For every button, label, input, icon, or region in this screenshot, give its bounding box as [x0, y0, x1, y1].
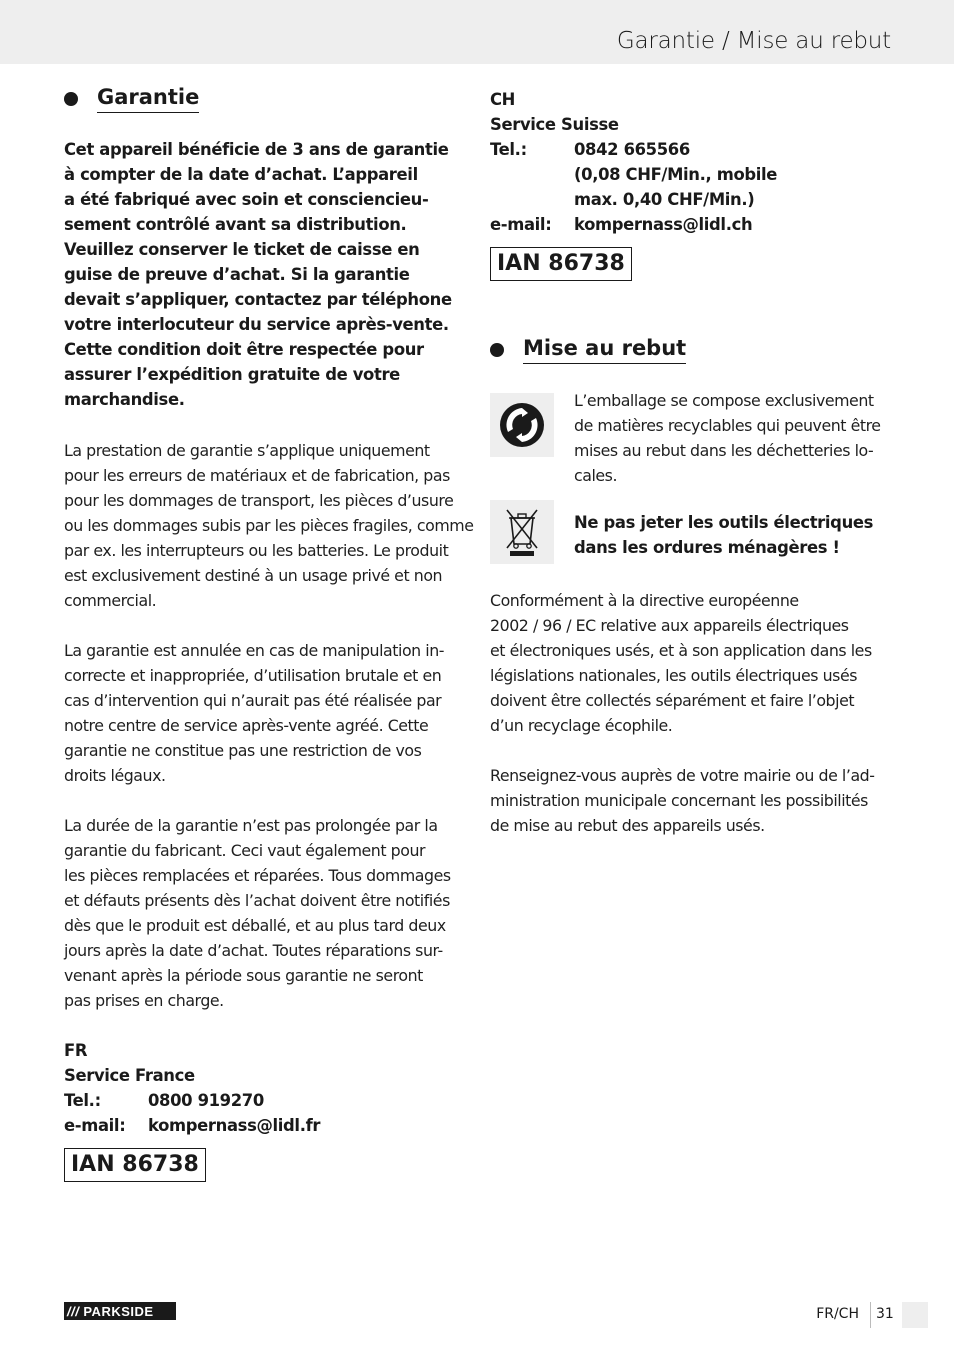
- service-name: Service Suisse: [490, 115, 619, 134]
- garantie-paragraph-1: [64, 438, 473, 613]
- page-number: 31: [876, 1306, 894, 1322]
- text-line: sement contrôlé avant sa distribution.: [64, 215, 407, 234]
- contact-block-fr: [64, 1038, 320, 1138]
- text-line: et défauts présents dès l’achat doivent être notifiés: [64, 891, 450, 910]
- text-line: venant après la période sous garantie ne seront: [64, 966, 423, 985]
- email-label: e-mail:: [490, 215, 552, 234]
- text-line: de matières recyclables qui peuvent être: [574, 416, 881, 435]
- email-row: [490, 212, 777, 237]
- text-line: droits légaux.: [64, 766, 166, 785]
- text-line: commercial.: [64, 591, 157, 610]
- footer-tab-marker: [902, 1302, 928, 1328]
- text-line: La durée de la garantie n’est pas prolongée par la: [64, 816, 438, 835]
- phone-row: [64, 1088, 320, 1113]
- text-line: Veuillez conserver le ticket de caisse en: [64, 240, 420, 259]
- text-line: cas d’intervention qui n’aurait pas été réalisée par: [64, 691, 442, 710]
- text-line: est exclusivement destiné à un usage privé et non: [64, 566, 443, 585]
- spacer: [490, 162, 574, 187]
- text-line: les pièces remplacées et réparées. Tous dommages: [64, 866, 451, 885]
- text-line: doivent être collectés séparément et faire l’objet: [490, 691, 855, 710]
- directive-paragraph: [490, 588, 872, 738]
- footer-region: FR/CH: [816, 1306, 859, 1322]
- logo-wordmark: PARKSIDE: [83, 1304, 157, 1319]
- country-code: FR: [64, 1041, 88, 1060]
- weee-bin-icon: [502, 506, 542, 558]
- text-line: dès que le produit est déballé, et au plus tard deux: [64, 916, 446, 935]
- page-title: Garantie / Mise au rebut: [616, 28, 891, 54]
- footer-divider: [870, 1302, 871, 1328]
- text-line: législations nationales, les outils électriques usés: [490, 666, 857, 685]
- heading-text: Mise au rebut: [523, 335, 686, 364]
- text-line: devait s’appliquer, contactez par téléphone: [64, 290, 452, 309]
- country-code: CH: [490, 90, 516, 109]
- text-line: mises au rebut dans les déchetteries lo-: [574, 441, 874, 460]
- text-line: ministration municipale concernant les possibilités: [490, 791, 868, 810]
- text-line: dans les ordures ménagères !: [574, 538, 840, 557]
- text-line: 2002 / 96 / EC relative aux appareils électriques: [490, 616, 849, 635]
- text-line: pas prises en charge.: [64, 991, 224, 1010]
- bullet-icon: [490, 343, 504, 357]
- text-line: correcte et inappropriée, d’utilisation brutale et en: [64, 666, 442, 685]
- phone-rate-row: [490, 162, 777, 187]
- packaging-text: [574, 388, 881, 488]
- phone-number: 0842 665566: [574, 140, 690, 159]
- recycling-arrows-icon: [498, 401, 546, 449]
- text-line: assurer l’expédition gratuite de votre: [64, 365, 400, 384]
- phone-rate-row: [490, 187, 777, 212]
- disposal-warning: [574, 510, 873, 560]
- email-address: kompernass@lidl.fr: [148, 1116, 321, 1135]
- ian-box-fr: IAN 86738: [64, 1148, 206, 1182]
- ian-box-ch: IAN 86738: [490, 247, 632, 281]
- text-line: Cet appareil bénéficie de 3 ans de garantie: [64, 140, 449, 159]
- text-line: et électroniques usés, et à son application dans les: [490, 641, 872, 660]
- text-line: L’emballage se compose exclusivement: [574, 391, 874, 410]
- phone-number: 0800 919270: [148, 1091, 264, 1110]
- section-heading-garantie: [64, 84, 199, 113]
- text-line: La garantie est annulée en cas de manipulation in-: [64, 641, 445, 660]
- phone-rate: max. 0,40 CHF/Min.): [574, 190, 755, 209]
- heading-text: Garantie: [97, 84, 199, 113]
- text-line: ou les dommages subis par les pièces fragiles, comme: [64, 516, 474, 535]
- contact-block-ch: [490, 87, 777, 237]
- text-line: marchandise.: [64, 390, 185, 409]
- text-line: cales.: [574, 466, 618, 485]
- phone-rate: (0,08 CHF/Min., mobile: [574, 165, 778, 184]
- phone-label: Tel.:: [64, 1091, 101, 1110]
- text-line: pour les erreurs de matériaux et de fabrication, pas: [64, 466, 450, 485]
- text-line: d’un recyclage écophile.: [490, 716, 673, 735]
- text-line: de mise au rebut des appareils usés.: [490, 816, 765, 835]
- text-line: Ne pas jeter les outils électriques: [574, 513, 874, 532]
- text-line: a été fabriqué avec soin et consciencieu-: [64, 190, 429, 209]
- text-line: garantie du fabricant. Ceci vaut également pour: [64, 841, 426, 860]
- text-line: guise de preuve d’achat. Si la garantie: [64, 265, 410, 284]
- email-row: [64, 1113, 320, 1138]
- garantie-paragraph-3: [64, 813, 451, 1013]
- text-line: à compter de la date d’achat. L’appareil: [64, 165, 418, 184]
- text-line: Cette condition doit être respectée pour: [64, 340, 424, 359]
- text-line: par ex. les interrupteurs ou les batteries. Le produit: [64, 541, 449, 560]
- text-line: Renseignez-vous auprès de votre mairie ou de l’ad-: [490, 766, 875, 785]
- text-line: Conformément à la directive européenne: [490, 591, 799, 610]
- text-line: notre centre de service après-vente agréé. Cette: [64, 716, 429, 735]
- email-address: kompernass@lidl.ch: [574, 215, 753, 234]
- text-line: La prestation de garantie s’applique uniquement: [64, 441, 430, 460]
- crossed-out-wheelie-bin-icon: [490, 500, 554, 564]
- logo-slashes: ///: [67, 1303, 80, 1319]
- text-line: garantie ne constitue pas une restriction de vos: [64, 741, 422, 760]
- section-heading-mise-au-rebut: [490, 335, 686, 364]
- garantie-paragraph-2: [64, 638, 444, 788]
- text-line: votre interlocuteur du service après-vente.: [64, 315, 449, 334]
- phone-label: Tel.:: [490, 140, 527, 159]
- service-name: Service France: [64, 1066, 195, 1085]
- spacer: [490, 187, 574, 212]
- garantie-intro: [64, 137, 452, 412]
- phone-row: [490, 137, 777, 162]
- email-label: e-mail:: [64, 1116, 126, 1135]
- parkside-logo: [64, 1302, 176, 1320]
- bullet-icon: [64, 92, 78, 106]
- municipal-paragraph: [490, 763, 875, 838]
- text-line: jours après la date d’achat. Toutes réparations sur-: [64, 941, 443, 960]
- text-line: pour les dommages de transport, les pièces d’usure: [64, 491, 454, 510]
- recycling-green-dot-icon: [490, 393, 554, 457]
